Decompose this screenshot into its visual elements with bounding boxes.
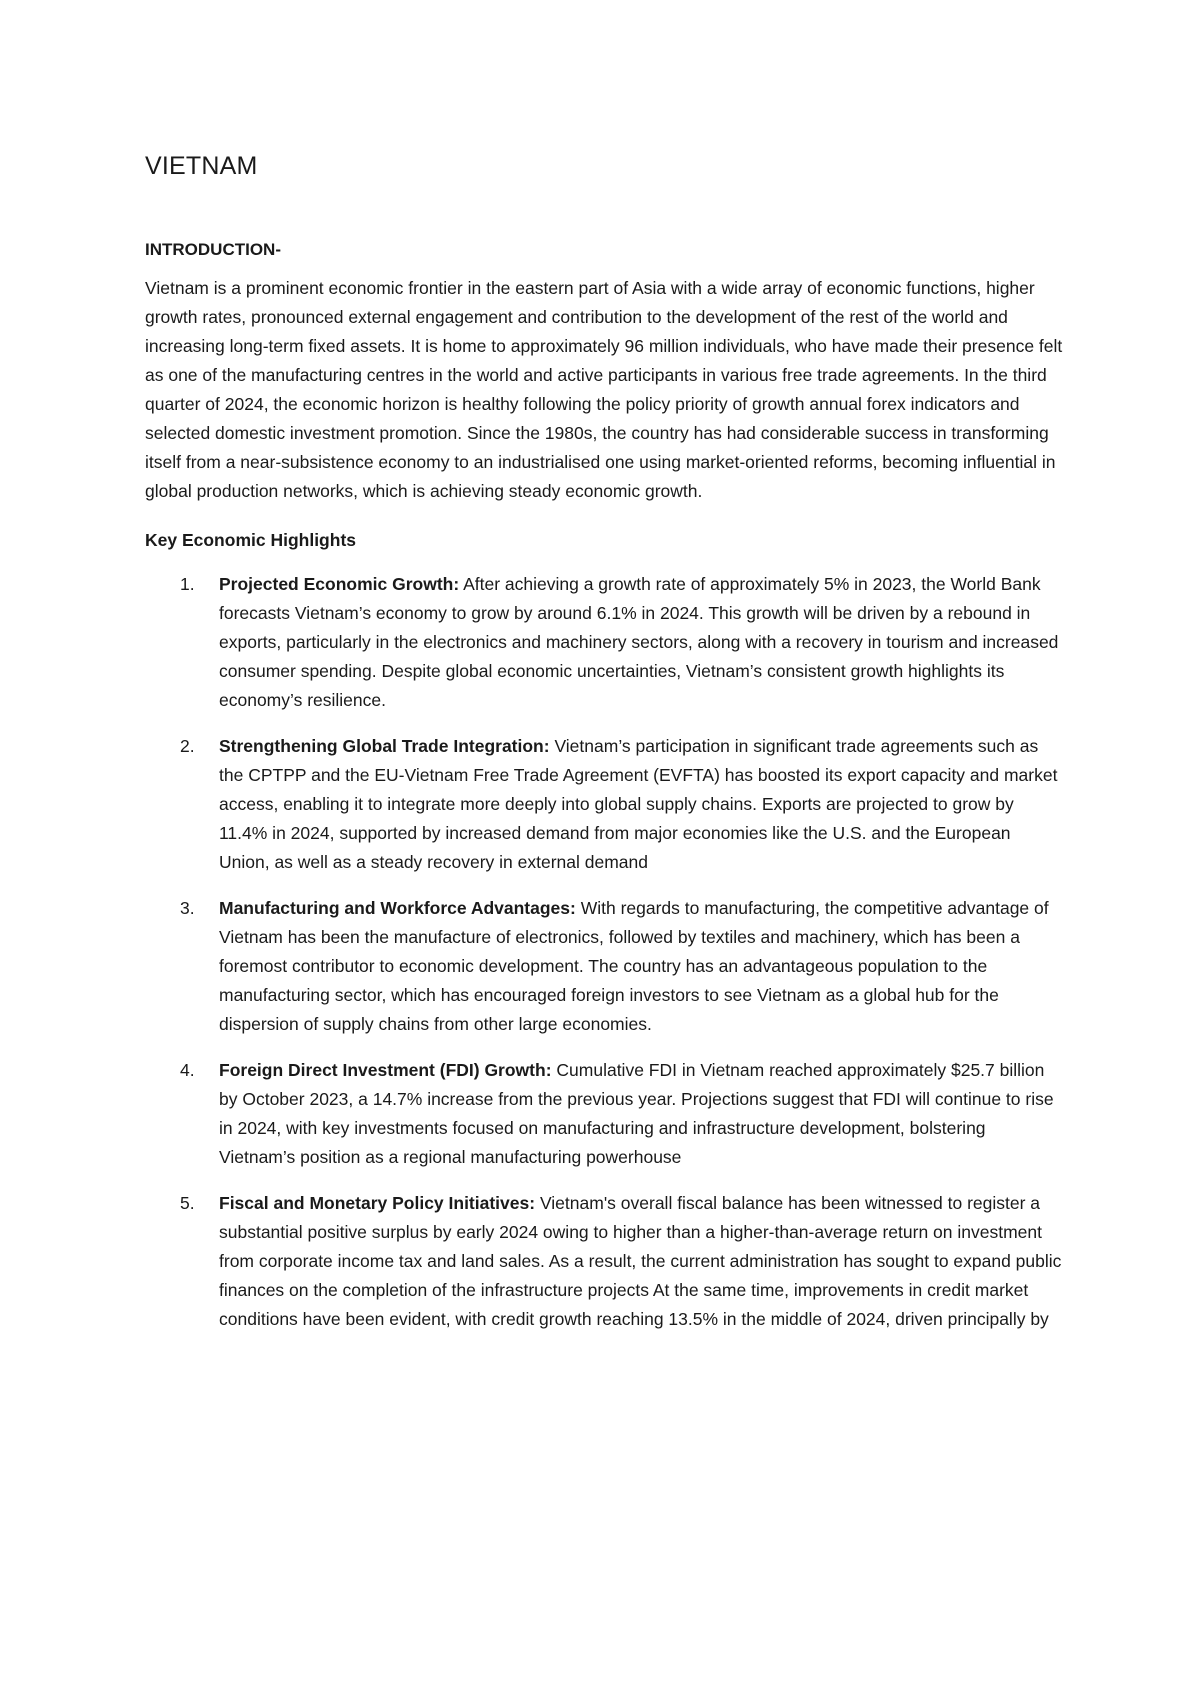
document-content xyxy=(145,150,1065,1351)
highlight-text: After achieving a growth rate of approximately 5% in 2023, the World Bank forecasts Vietnam’s economy to grow by around 6.1% in 2024. This growth will be driven by a rebound in exports, particularly in the electronics and machinery sectors, along with a recovery in tourism and increased consumer spending. Despite global economic uncertainties, Vietnam’s consistent growth highlights its economy’s resilience. xyxy=(219,574,1059,710)
highlight-title: Projected Economic Growth: xyxy=(219,574,460,594)
highlight-text: Vietnam’s participation in significant trade agreements such as the CPTPP and the EU-Vietnam Free Trade Agreement (EVFTA) has boosted its export capacity and market access, enabling it to integrate more deeply into global supply chains. Exports are projected to grow by 11.4% in 2024, supported by increased demand from major economies like the U.S. and the European Union, as well as a steady recovery in external demand xyxy=(219,736,1058,872)
intro-paragraph: Vietnam is a prominent economic frontier in the eastern part of Asia with a wide array of economic functions, higher growth rates, pronounced external engagement and contribution to the development of the rest of the world and increasing long-term fixed assets. It is home to approximately 96 million individuals, who have made their presence felt as one of the manufacturing centres in the world and active participants in various free trade agreements. In the third quarter of 2024, the economic horizon is healthy following the policy priority of growth annual forex indicators and selected domestic investment promotion. Since the 1980s, the country has had considerable success in transforming itself from a near-subsistence economy to an industrialised one using market-oriented reforms, becoming influential in global production networks, which is achieving steady economic growth. xyxy=(145,278,1063,501)
highlight-item xyxy=(145,1056,1065,1172)
highlights-heading: Key Economic Highlights xyxy=(145,530,356,550)
highlight-item xyxy=(145,894,1065,1039)
document-title: VIETNAM xyxy=(145,152,258,180)
highlight-item xyxy=(145,1189,1065,1334)
highlights-list xyxy=(145,570,1065,1334)
highlight-number: 4. xyxy=(180,1060,195,1080)
highlight-number: 2. xyxy=(180,736,195,756)
highlight-number: 3. xyxy=(180,898,195,918)
highlight-text: Vietnam's overall fiscal balance has been witnessed to register a substantial positive surplus by early 2024 owing to higher than a higher-than-average return on investment from corporate income tax and land sales. As a result, the current administration has sought to expand public finances on the completion of the infrastructure projects At the same time, improvements in credit market conditions have been evident, with credit growth reaching 13.5% in the middle of 2024, driven principally by xyxy=(219,1193,1062,1329)
highlight-title: Fiscal and Monetary Policy Initiatives: xyxy=(219,1193,536,1213)
highlight-text: Cumulative FDI in Vietnam reached approximately $25.7 billion by October 2023, a 14.7% increase from the previous year. Projections suggest that FDI will continue to rise in 2024, with key investments focused on manufacturing and infrastructure development, bolstering Vietnam’s position as a regional manufacturing powerhouse xyxy=(219,1060,1054,1167)
highlight-text: With regards to manufacturing, the competitive advantage of Vietnam has been the manufacture of electronics, followed by textiles and machinery, which has been a foremost contributor to economic development. The country has an advantageous population to the manufacturing sector, which has encouraged foreign investors to see Vietnam as a global hub for the dispersion of supply chains from other large economies. xyxy=(219,898,1049,1034)
highlight-item xyxy=(145,732,1065,877)
highlight-item xyxy=(145,570,1065,715)
highlight-title: Foreign Direct Investment (FDI) Growth: xyxy=(219,1060,552,1080)
intro-heading: INTRODUCTION- xyxy=(145,240,281,259)
highlight-title: Manufacturing and Workforce Advantages: xyxy=(219,898,576,918)
highlight-number: 5. xyxy=(180,1193,195,1213)
highlight-number: 1. xyxy=(180,574,195,594)
highlight-title: Strengthening Global Trade Integration: xyxy=(219,736,550,756)
